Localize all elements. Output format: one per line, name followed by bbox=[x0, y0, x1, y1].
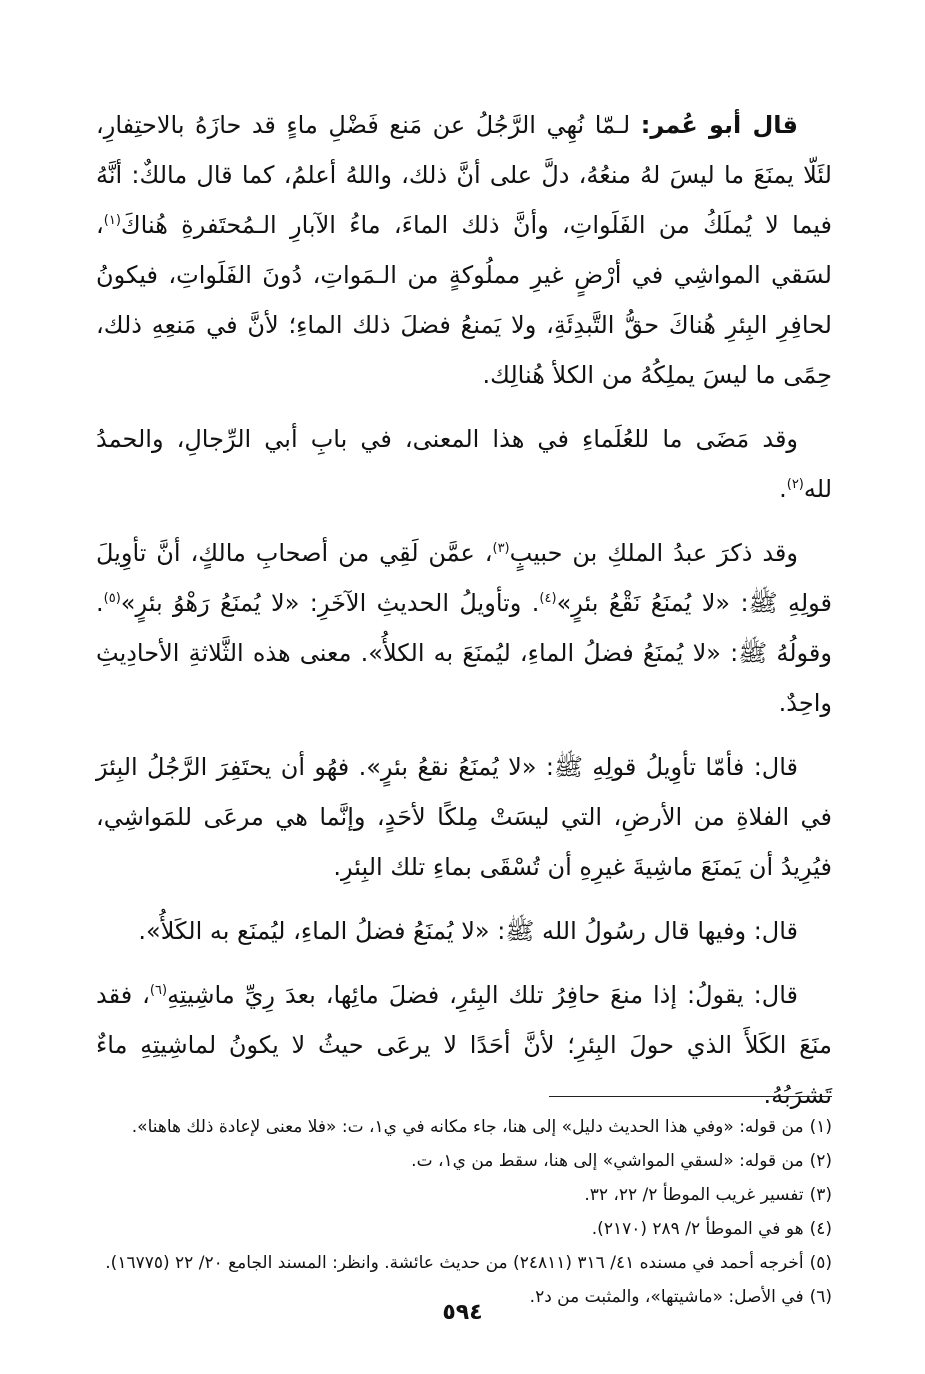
footnote-number: (٣) bbox=[809, 1185, 832, 1205]
paragraph-text: قال: فأمّا تأوِيلُ قولِهِ ﷺ: «لا يُمنَعُ نقعُ بئرٍ». فهُو أن يحتَفِرَ الرَّجُلُ البِئرَ في الفلاةِ من الأرضِ، التي ليسَتْ مِلكًا لأحَدٍ، وإنَّما هي مرعَى للمَواشِي، فيُرِيدُ أن يَمنَعَ ماشِيةَ غيرِهِ أن تُسْقَى بماءِ تلك البِئرِ. bbox=[96, 753, 832, 881]
paragraph-text: . وقولُهُ ﷺ: «لا يُمنَعُ فضلُ الماءِ، ليُمنَعَ به الكلأُ». معنى هذه الثَّلاثةِ الأحادِيثِ واحِدٌ. bbox=[96, 589, 832, 717]
footnote-number: (١) bbox=[809, 1117, 832, 1137]
footnote-ref[interactable]: (٢) bbox=[786, 477, 804, 492]
paragraph-5 bbox=[96, 906, 832, 956]
footnote-ref[interactable]: (١) bbox=[103, 213, 121, 228]
paragraph-2 bbox=[96, 414, 832, 514]
paragraph-text: قال: وفيها قال رسُولُ الله ﷺ: «لا يُمنَعُ فضلُ الماءِ، ليُمنَع به الكَلأُ». bbox=[138, 917, 798, 945]
footnote bbox=[96, 1146, 832, 1176]
paragraph-text: ، لسَقي المواشِي في أرْضٍ غيرِ مملُوكةٍ من الـمَواتِ، دُونَ الفَلَواتِ، فيكونُ لحافِرِ البِئرِ هُناكَ حقُّ التَّبدِئَةِ، ولا يَمنعُ فضلَ ذلك الماءِ؛ لأنَّ في مَنعِهِ ذلك، حِمًى ما ليسَ يملِكُهُ من الكلأ هُنالِك. bbox=[96, 211, 832, 389]
paragraph-text: ، فقد منَعَ الكَلأَ الذي حولَ البِئرِ؛ لأنَّ أحَدًا لا يرعَى حيثُ لا يكونُ لماشِيتِهِ ماءٌ تَشرَبُهُ. bbox=[96, 981, 832, 1109]
footnote-text: تفسير غريب الموطأ ٢/ ٢٢، ٣٢. bbox=[584, 1185, 804, 1205]
footnote-ref[interactable]: (٦) bbox=[149, 983, 168, 998]
paragraph-lead: قال أبو عُمر: bbox=[640, 111, 798, 139]
footnote-ref[interactable]: (٥) bbox=[103, 591, 121, 606]
paragraph-text: وقد مَضَى ما للعُلَماءِ في هذا المعنى، في بابِ أبي الرِّجالِ، والحمدُ لله bbox=[96, 425, 832, 503]
paragraph-text: ، عمَّن لَقِي من أصحابِ مالكٍ، أنَّ تأوِيلَ قولِهِ ﷺ: «لا يُمنَعُ نَقْعُ بئرٍ» bbox=[96, 539, 833, 617]
paragraph-text: . وتأويلُ الحديثِ الآخَرِ: «لا يُمنَعُ رَهْوُ بئرٍ» bbox=[120, 589, 540, 617]
footnote-text: في الأصل: «ماشيتها»، والمثبت من د٢. bbox=[529, 1287, 804, 1307]
footnote-ref[interactable]: (٣) bbox=[492, 541, 510, 556]
footnote-divider bbox=[549, 1096, 832, 1097]
page-body bbox=[96, 100, 833, 1307]
footnotes bbox=[96, 1112, 832, 1316]
footnote bbox=[96, 1180, 832, 1210]
footnote bbox=[96, 1112, 832, 1142]
footnote-text: من قوله: «لسقي المواشي» إلى هنا، سقط من ي١، ت. bbox=[411, 1151, 804, 1171]
footnote-text: هو في الموطأ ٢/ ٢٨٩ (٢١٧٠). bbox=[591, 1219, 804, 1239]
paragraph-4 bbox=[96, 742, 832, 892]
paragraph-1 bbox=[96, 100, 832, 400]
footnote-text: أخرجه أحمد في مسنده ٤١/ ٣١٦ (٢٤٨١١) من حديث عائشة. وانظر: المسند الجامع ٢٠/ ٢٢ (١٦٧٧٥). bbox=[105, 1253, 804, 1273]
paragraph-text: قال: يقولُ: إذا منعَ حافِرُ تلك البِئرِ، فضلَ مائِها، بعدَ رِيِّ ماشِيتِهِ bbox=[167, 981, 798, 1009]
paragraph-text: وقد ذكرَ عبدُ الملكِ بن حبيبٍ bbox=[509, 539, 798, 567]
page-number: ٥٩٤ bbox=[442, 1300, 483, 1325]
footnote-text: من قوله: «وفي هذا الحديث دليل» إلى هنا، جاء مكانه في ي١، ت: «فلا معنى لإعادة ذلك هاهنا». bbox=[131, 1117, 804, 1137]
footnote-number: (٢) bbox=[809, 1151, 832, 1171]
footnote-number: (٤) bbox=[809, 1219, 832, 1239]
paragraph-text: . bbox=[779, 475, 787, 503]
paragraph-3 bbox=[96, 528, 832, 728]
footnote bbox=[96, 1248, 832, 1278]
footnote-ref[interactable]: (٤) bbox=[539, 591, 557, 606]
paragraph-text: لـمّا نُهِي الرَّجُلُ عن مَنع فَضْلِ ماءٍ قد حازَهُ بالاحتِفارِ، لئَلّا يمنَعَ ما ليسَ لهُ منعُهُ، دلَّ على أنَّ ذلك، واللهُ أعلمُ، كما قال مالكٌ: أنَّهُ فيما لا يُملَكُ من الفَلَواتِ، وأنَّ ذلك الماءَ، ماءُ الآبارِ الـمُحتَفرةِ هُناكَ bbox=[96, 111, 832, 239]
paragraph-6 bbox=[96, 970, 832, 1120]
footnote-number: (٥) bbox=[809, 1253, 832, 1273]
footnote-number: (٦) bbox=[809, 1287, 832, 1307]
footnote bbox=[96, 1214, 832, 1244]
